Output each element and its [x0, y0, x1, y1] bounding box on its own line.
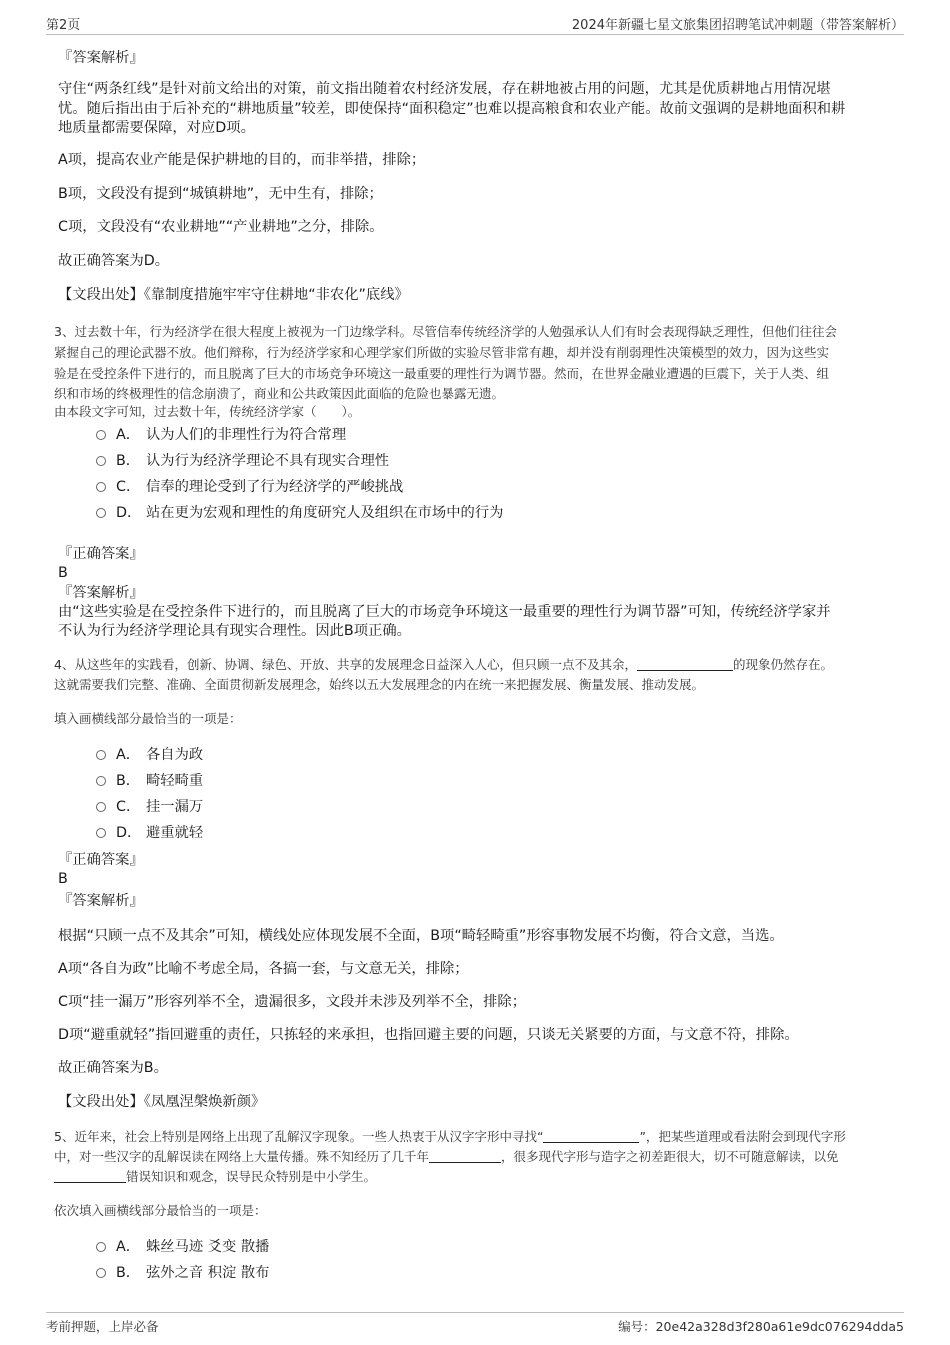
q4-option-c[interactable]: C． 挂一漏万	[96, 798, 203, 816]
question-5-text: 5、近年来，社会上特别是网络上出现了乱解汉字现象。一些人热衷于从汉字字形中寻找“ ”，把某些道理或看法附会到现代字形	[54, 1129, 846, 1144]
option-a-analysis: A项，提高农业产能是保护耕地的目的，而非举措，排除；	[58, 152, 426, 168]
conclusion: 故正确答案为D。	[58, 253, 170, 269]
fill-blank	[637, 658, 733, 671]
q3-option-c[interactable]: C． 信奉的理论受到了行为经济学的严峻挑战	[96, 478, 403, 496]
q4-option-d[interactable]: D． 避重就轻	[96, 824, 203, 842]
conclusion: 故正确答案为B。	[58, 1060, 168, 1076]
analysis-label: 『答案解析』	[58, 585, 144, 601]
question-4-prompt: 填入画横线部分最恰当的一项是：	[54, 711, 242, 726]
radio-icon[interactable]	[96, 1242, 106, 1252]
q3-option-d[interactable]: D． 站在更为宏观和理性的角度研究人及组织在市场中的行为	[96, 504, 503, 522]
q4-option-b[interactable]: B． 畸轻畸重	[96, 772, 203, 790]
q4-option-a[interactable]: A． 各自为政	[96, 746, 203, 764]
radio-icon[interactable]	[96, 1268, 106, 1278]
question-4-text: 这就需要我们完整、准确、全面贯彻新发展理念，始终以五大发展理念的内在统一来把握发展、衡量发展、推动发展。	[54, 677, 705, 692]
document-title: 2024年新疆七星文旅集团招聘笔试冲刺题（带答案解析）	[571, 18, 904, 33]
radio-icon[interactable]	[96, 430, 106, 440]
option-d-analysis: D项“避重就轻”指回避重的责任，只拣轻的来承担，也指回避主要的问题，只谈无关紧要的方面，与文意不符，排除。	[58, 1027, 799, 1043]
radio-icon[interactable]	[96, 750, 106, 760]
question-5-prompt: 依次填入画横线部分最恰当的一项是：	[54, 1203, 267, 1218]
question-3-text: 3、过去数十年，行为经济学在很大程度上被视为一门边缘学科。尽管信奉传统经济学的人勉强承认人们有时会表现得缺乏理性，但他们往往会	[54, 324, 837, 339]
question-3-prompt: 由本段文字可知，过去数十年，传统经济学家（ ）。	[54, 404, 361, 419]
fill-blank	[543, 1130, 639, 1143]
question-3-text: 验是在受控条件下进行的，而且脱离了巨大的市场竞争环境这一最重要的理性行为调节器。然而，在世界金融业遭遇的巨震下，关于人类、组	[54, 366, 830, 381]
radio-icon[interactable]	[96, 776, 106, 786]
radio-icon[interactable]	[96, 802, 106, 812]
option-c-analysis: C项“挂一漏万”形容列举不全，遗漏很多，文段并未涉及列举不全，排除；	[58, 994, 526, 1010]
answer-value: B	[58, 565, 68, 581]
explanation-line: 根据“只顾一点不及其余”可知，横线处应体现发展不全面，B项“畸轻畸重”形容事物发展不均衡，符合文意，当选。	[58, 928, 784, 944]
explanation-line: 忧。随后指出由于后补充的“耕地质量”较差，即使保持“面积稳定”也难以提高粮食和农业产能。故前文强调的是耕地面积和耕	[58, 101, 846, 117]
question-3-text: 紧握自己的理论武器不放。他们辩称，行为经济学家和心理学家们所做的实验尽管非常有趣，却并没有削弱理性决策模型的效力，因为这些实	[54, 345, 830, 360]
explanation-line: 地质量都需要保障，对应D项。	[58, 120, 255, 136]
q5-option-b[interactable]: B． 弦外之音 积淀 散布	[96, 1264, 269, 1282]
option-a-analysis: A项“各自为政”比喻不考虑全局，各搞一套，与文意无关，排除；	[58, 961, 469, 977]
fill-blank	[54, 1170, 126, 1183]
answer-label: 『正确答案』	[58, 852, 144, 868]
question-3-text: 织和市场的终极理性的信念崩溃了，商业和公共政策因此面临的危险也暴露无遗。	[54, 386, 505, 401]
answer-label: 『正确答案』	[58, 546, 144, 562]
option-b-analysis: B项，文段没有提到“城镇耕地”，无中生有，排除；	[58, 186, 383, 202]
answer-value: B	[58, 871, 68, 887]
document-id: 编号：20e42a328d3f280a61e9dc076294dda5	[618, 1319, 904, 1334]
radio-icon[interactable]	[96, 828, 106, 838]
explanation-line: 守住“两条红线”是针对前文给出的对策，前文指出随着农村经济发展，存在耕地被占用的问题，尤其是优质耕地占用情况堪	[58, 81, 831, 97]
q3-option-a[interactable]: A． 认为人们的非理性行为符合常理	[96, 426, 346, 444]
fill-blank	[429, 1150, 501, 1163]
analysis-label: 『答案解析』	[58, 893, 144, 909]
page-footer	[46, 1312, 904, 1335]
footer-slogan: 考前押题，上岸必备	[46, 1319, 159, 1334]
radio-icon[interactable]	[96, 456, 106, 466]
source-citation: 【文段出处】《凤凰涅槃焕新颜》	[58, 1094, 266, 1110]
explanation-line: 由“这些实验是在受控条件下进行的，而且脱离了巨大的市场竞争环境这一最重要的理性行为调节器”可知，传统经济学家并	[58, 604, 831, 620]
source-citation: 【文段出处】《靠制度措施牢牢守住耕地“非农化”底线》	[58, 287, 409, 303]
page-header	[46, 14, 904, 35]
q3-option-b[interactable]: B． 认为行为经济学理论不具有现实合理性	[96, 452, 389, 470]
option-c-analysis: C项，文段没有“农业耕地”“产业耕地”之分，排除。	[58, 219, 384, 235]
radio-icon[interactable]	[96, 482, 106, 492]
question-5-text: 错误知识和观念，误导民众特别是中小学生。	[54, 1169, 376, 1185]
question-4-text: 4、从这些年的实践看，创新、协调、绿色、开放、共享的发展理念日益深入人心，但只顾一点不及其余， 的现象仍然存在。	[54, 657, 833, 672]
page-number: 第2页	[46, 18, 81, 33]
explanation-line: 不认为行为经济学理论具有现实合理性。因此B项正确。	[58, 623, 411, 639]
q5-option-a[interactable]: A． 蛛丝马迹 爻变 散播	[96, 1238, 269, 1256]
radio-icon[interactable]	[96, 508, 106, 518]
question-5-text: 中，对一些汉字的乱解误读在网络上大量传播。殊不知经历了几千年 ，很多现代字形与造字之初差距很大，切不可随意解读，以免	[54, 1149, 839, 1164]
analysis-label: 『答案解析』	[58, 50, 144, 66]
